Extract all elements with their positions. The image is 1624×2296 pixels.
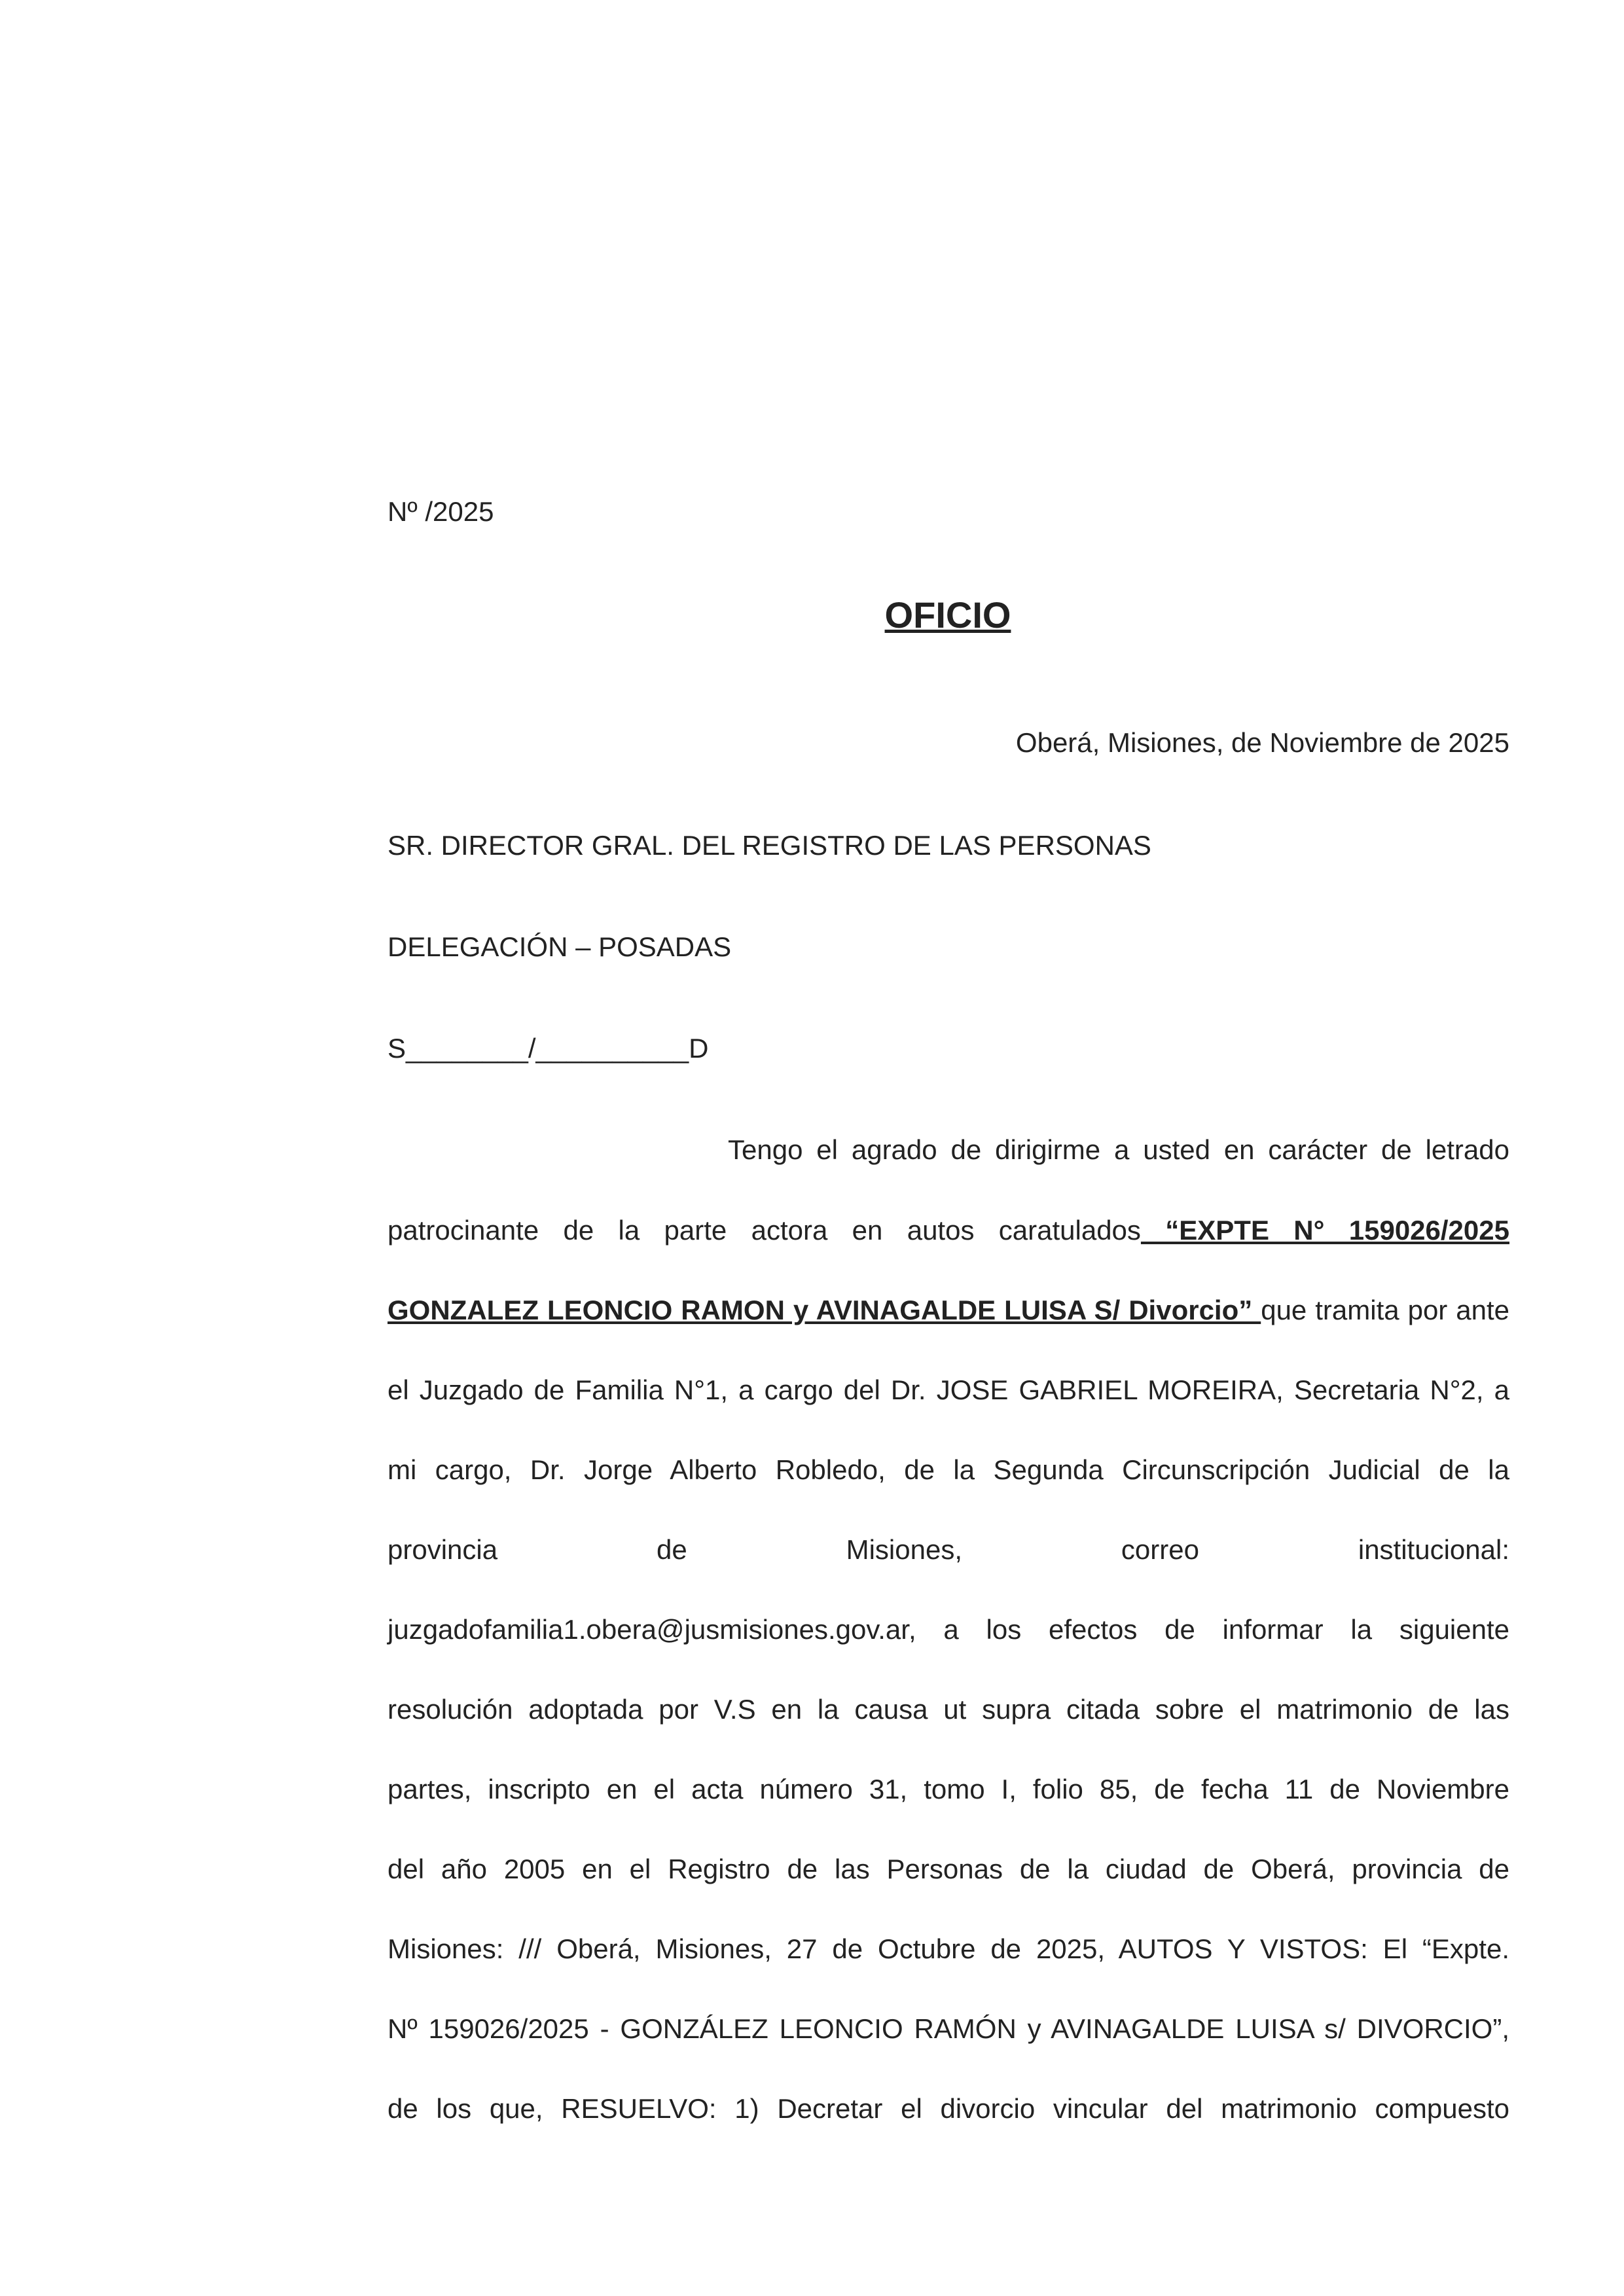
body-line-3 [388, 1291, 1509, 1330]
body-line-1: Tengo el agrado de dirigirme a usted en carácter de letrado [728, 1134, 1509, 1165]
body-line-13: de los que, RESUELVO: 1) Decretar el divorcio vincular del matrimonio compuesto [388, 2093, 1509, 2124]
case-reference-start: “EXPTE N° 159026/2025 [1140, 1215, 1509, 1246]
document-number: Nº /2025 [388, 496, 494, 527]
body-line-2 [388, 1211, 1509, 1250]
addressee-line-1: SR. DIRECTOR GRAL. DEL REGISTRO DE LAS PERSONAS [388, 830, 1151, 861]
body-line-11: Misiones: /// Oberá, Misiones, 27 de Octubre de 2025, AUTOS Y VISTOS: El “Expte. [388, 1933, 1509, 1964]
case-reference-end: GONZALEZ LEONCIO RAMON y AVINAGALDE LUISA S/ Divorcio” [388, 1295, 1261, 1325]
place-date: Oberá, Misiones, de Noviembre de 2025 [1015, 727, 1509, 758]
body-line-12: Nº 159026/2025 - GONZÁLEZ LEONCIO RAMÓN y AVINAGALDE LUISA s/ DIVORCIO”, [388, 2013, 1509, 2044]
body-line-6: provincia de Misiones, correo institucional: [388, 1534, 1509, 1565]
body-line-8: resolución adoptada por V.S en la causa ut supra citada sobre el matrimonio de las [388, 1694, 1509, 1725]
body-line-2-text: patrocinante de la parte actora en autos caratulados [388, 1215, 1141, 1246]
body-line-3-text: que tramita por ante [1261, 1295, 1509, 1325]
document-title: OFICIO [884, 594, 1011, 636]
addressee-salutation: S________/__________D [388, 1033, 709, 1064]
body-line-7: juzgadofamilia1.obera@jusmisiones.gov.ar, a los efectos de informar la siguiente [388, 1614, 1509, 1645]
body-line-9: partes, inscripto en el acta número 31, tomo I, folio 85, de fecha 11 de Noviembre [388, 1774, 1509, 1804]
body-line-4: el Juzgado de Familia N°1, a cargo del Dr. JOSE GABRIEL MOREIRA, Secretaria N°2, a [388, 1374, 1509, 1405]
body-line-10: del año 2005 en el Registro de las Personas de la ciudad de Oberá, provincia de [388, 1854, 1509, 1884]
addressee-line-2: DELEGACIÓN – POSADAS [388, 931, 732, 962]
body-line-5: mi cargo, Dr. Jorge Alberto Robledo, de la Segunda Circunscripción Judicial de la [388, 1454, 1509, 1485]
